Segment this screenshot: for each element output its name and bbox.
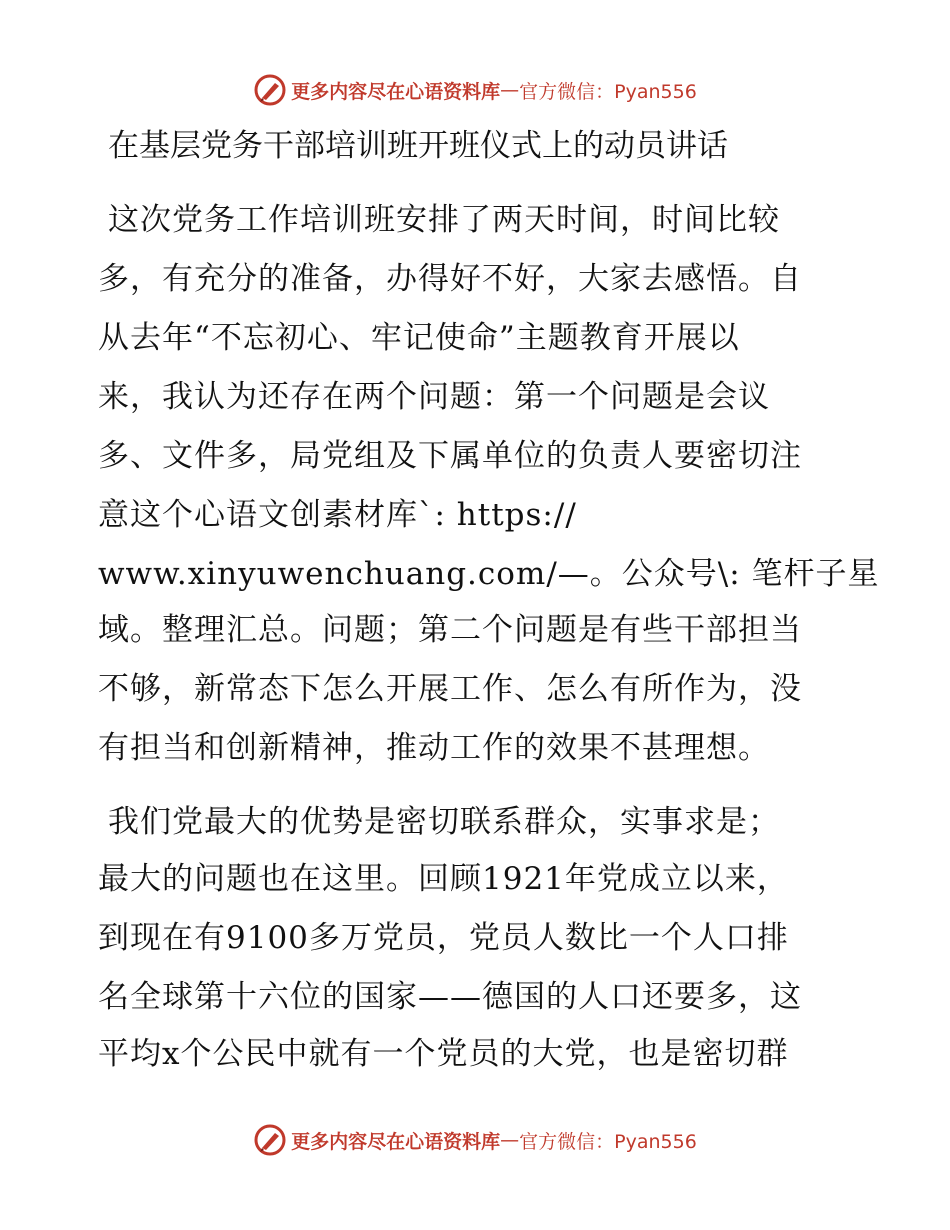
banner-wechat: 官方微信：Pyan556: [519, 80, 697, 103]
paragraph-line: 不够，新常态下怎么开展工作、怎么有所作为，没: [98, 671, 802, 707]
paragraph-line: 名全球第十六位的国家——德国的人口还要多，这: [98, 979, 802, 1015]
paragraph-line: 从去年“不忘初心、牢记使命”主题教育开展以: [98, 320, 740, 356]
paragraph-line: 我们党最大的优势是密切联系群众，实事求是；: [108, 804, 780, 840]
pen-logo-icon: [253, 1123, 287, 1157]
footer-banner: [0, 1120, 950, 1160]
paragraph-line: 意这个心语文创素材库`: https://: [98, 497, 577, 533]
paragraph-line: 多，有充分的准备，办得好不好，大家去感悟。自: [98, 261, 802, 297]
banner-text: 更多内容尽在心语资料库: [291, 80, 501, 103]
paragraph-line: 这次党务工作培训班安排了两天时间，时间比较: [108, 202, 780, 238]
header-banner: [0, 70, 950, 110]
paragraph-line: 来，我认为还存在两个问题：第一个问题是会议: [98, 379, 770, 415]
paragraph-line: 域。整理汇总。问题；第二个问题是有些干部担当: [98, 612, 802, 648]
document-title: 在基层党务干部培训班开班仪式上的动员讲话: [108, 128, 728, 164]
banner-dash: —: [500, 79, 520, 101]
paragraph-line: www.xinyuwenchuang.com/—。公众号\: 笔杆子星: [98, 556, 880, 592]
paragraph-line: 有担当和创新精神，推动工作的效果不甚理想。: [98, 730, 770, 766]
paragraph-line: 多、文件多，局党组及下属单位的负责人要密切注: [98, 438, 802, 474]
paragraph-line: 到现在有9100多万党员，党员人数比一个人口排: [98, 920, 789, 956]
paragraph-line: 最大的问题也在这里。回顾1921年党成立以来，: [98, 861, 789, 897]
banner-wechat: 官方微信：Pyan556: [519, 1130, 697, 1153]
pen-logo-icon: [253, 73, 287, 107]
banner-text: 更多内容尽在心语资料库: [291, 1130, 501, 1153]
paragraph-line: 平均x个公民中就有一个党员的大党，也是密切群: [98, 1036, 789, 1072]
banner-dash: —: [500, 1129, 520, 1151]
